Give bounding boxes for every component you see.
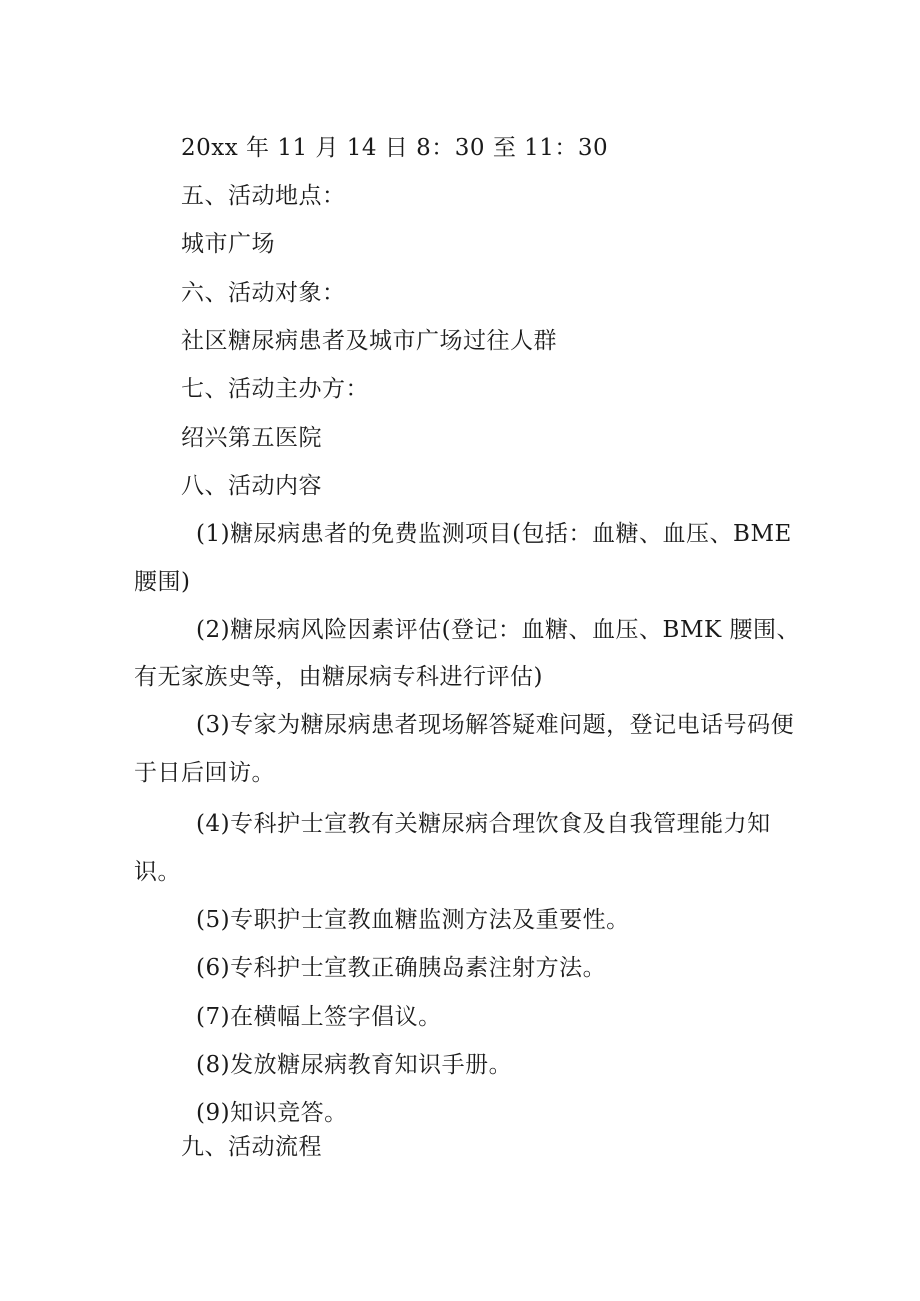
content-item-3-line-1: (3)专家为糖尿病患者现场解答疑难问题，登记电话号码便 bbox=[196, 712, 795, 738]
content-item-5: (5)专职护士宣教血糖监测方法及重要性。 bbox=[196, 907, 630, 933]
content-item-4-line-1: (4)专科护士宣教有关糖尿病合理饮食及自我管理能力知 bbox=[196, 811, 771, 837]
content-item-8: (8)发放糖尿病教育知识手册。 bbox=[196, 1052, 513, 1078]
content-item-2-line-1: (2)糖尿病风险因素评估(登记：血糖、血压、BMK 腰围、 bbox=[196, 617, 800, 643]
section-heading-content: 八、活动内容 bbox=[181, 473, 322, 499]
content-item-9: (9)知识竞答。 bbox=[196, 1100, 348, 1126]
activity-time-text: 20xx 年 11 月 14 日 8：30 至 11：30 bbox=[181, 135, 609, 161]
content-item-4-line-2: 识。 bbox=[134, 859, 181, 885]
content-item-1-line-2: 腰围) bbox=[134, 569, 191, 595]
content-item-3-line-2: 于日后回访。 bbox=[134, 760, 275, 786]
content-item-1-line-1: (1)糖尿病患者的免费监测项目(包括：血糖、血压、BME bbox=[196, 521, 792, 547]
section-heading-organizer: 七、活动主办方： bbox=[181, 376, 369, 402]
content-item-2-line-2: 有无家族史等，由糖尿病专科进行评估) bbox=[134, 664, 543, 690]
section-heading-process: 九、活动流程 bbox=[181, 1134, 322, 1160]
content-item-7: (7)在横幅上签字倡议。 bbox=[196, 1004, 442, 1030]
section-heading-audience: 六、活动对象： bbox=[181, 280, 346, 306]
section-heading-location: 五、活动地点： bbox=[181, 183, 346, 209]
organizer-text: 绍兴第五医院 bbox=[181, 425, 322, 451]
audience-text: 社区糖尿病患者及城市广场过往人群 bbox=[181, 328, 557, 354]
location-text: 城市广场 bbox=[181, 231, 275, 257]
content-item-6: (6)专科护士宣教正确胰岛素注射方法。 bbox=[196, 955, 607, 981]
